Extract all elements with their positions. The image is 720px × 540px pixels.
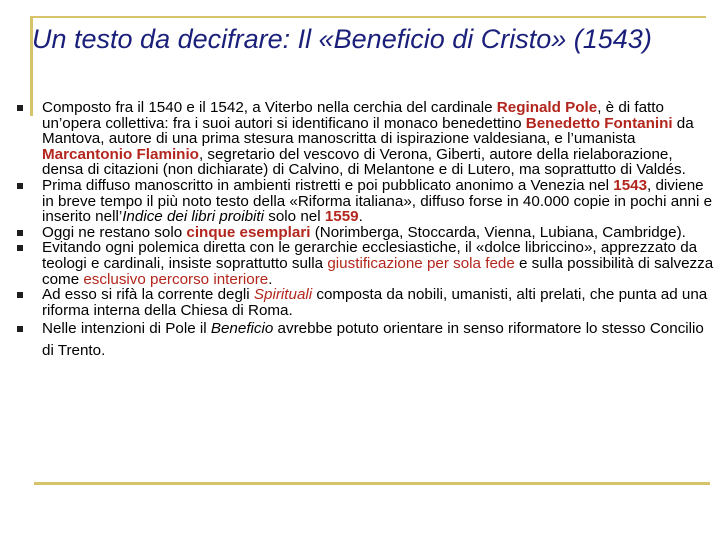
highlighted-text: Marcantonio Flaminio [42,145,199,163]
bullet-text: . [268,270,273,288]
slide-title: Un testo da decifrare: Il «Beneficio di Cristo» (1543) [32,24,652,54]
bullet-text: composta da nobili, umanisti, alti prelati, che punta ad una riforma interna della Chiesa di Roma. [42,286,708,319]
square-bullet-icon [17,292,23,298]
square-bullet-icon [17,105,23,111]
bullet-text: Composto fra il 1540 e il 1542, a Viterbo nella cerchia del cardinale [42,99,497,116]
bullet-text: e sulla possibilità di salvezza come [42,254,714,288]
bullet-text: Prima diffuso manoscritto in ambienti ristretti e poi pubblicato anonimo a Venezia nel [42,176,614,194]
bullet-text: solo nel [264,208,325,226]
highlighted-text: Reginald Pole [496,99,598,116]
highlighted-text: 1543 [613,176,648,194]
highlighted-text: Indice dei libri proibiti [122,208,265,226]
footer-accent-line [34,482,710,485]
highlighted-text: Benedetto Fontanini [525,114,673,132]
highlighted-text: giustificazione per sola fede [327,254,515,272]
bullet-text: Ad esso si rifà la corrente degli [42,286,254,304]
bullet-text: Evitando ogni polemica diretta con le gerarchie ecclesiastiche, il «dolce libriccino», apprezzato da teologi e cardinali, insiste soprattutto sulla [42,239,698,272]
bullet-item [14,240,714,287]
highlighted-text: Spirituali [253,286,313,304]
bullet-text: , diviene in breve tempo il più noto testo della «Riforma italiana», diffuso forse in 40.000 copie in pochi anni e inserito nell’ [42,176,713,226]
bullet-text: . [358,208,363,226]
bullet-text: Oggi ne restano solo [42,223,187,241]
bullet-text: (Norimberga, Stoccarda, Vienna, Lubiana, Cambridge). [310,223,686,241]
bullet-item [14,318,714,362]
bullet-item [14,100,714,178]
bullet-item [14,287,714,318]
bullet-text: , segretario del vescovo di Verona, Giberti, autore della rielaborazione, densa di citazioni (non dichiarate) di Calvino, di Melantone e di Lutero, ma soprattutto di Valdés. [42,145,686,179]
highlighted-text: esclusivo percorso interiore [83,270,269,288]
square-bullet-icon [17,230,23,236]
bullet-item [14,225,714,241]
title-accent-top-line [30,16,706,18]
bullet-text: , è di fatto un’opera collettiva: fra i suoi autori si identificano il monaco benedettino [42,99,664,132]
square-bullet-icon [17,326,23,332]
bullet-text: da Mantova, autore di una prima stesura manoscritta di ispirazione valdesiana, e l’umanista [42,114,694,148]
bullet-text: avrebbe potuto orientare in senso riformatore lo stesso Concilio di Trento. [42,320,704,360]
highlighted-text: cinque esemplari [186,223,311,241]
square-bullet-icon [17,245,23,251]
highlighted-text: Beneficio [210,320,274,338]
bullet-text: Nelle intenzioni di Pole il [42,320,211,338]
bullet-item [14,178,714,225]
square-bullet-icon [17,183,23,189]
bullet-list [14,100,714,362]
highlighted-text: 1559 [324,208,359,226]
